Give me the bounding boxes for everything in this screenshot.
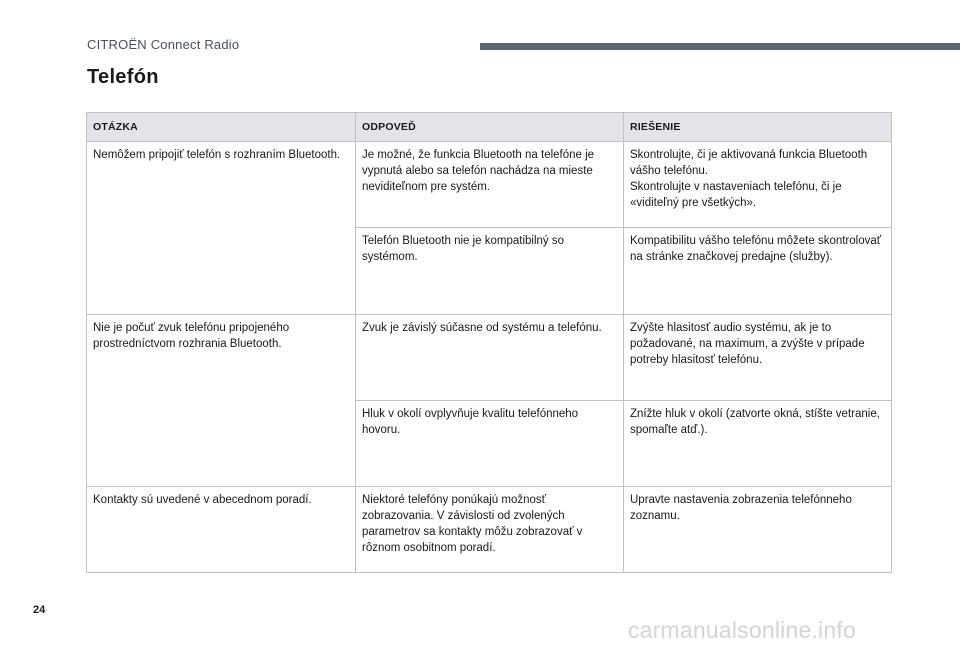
table-row — [87, 487, 892, 573]
column-header-solution: RIEŠENIE — [624, 113, 892, 142]
page-number: 24 — [33, 604, 46, 616]
solution-cell: Znížte hluk v okolí (zatvorte okná, stíšte vetranie, spomaľte atď.). — [624, 401, 892, 487]
answer-cell: Niektoré telefóny ponúkajú možnosť zobrazovania. V závislosti od zvolených parametrov sa kontakty môžu zobrazovať v rôznom osobitnom poradí. — [356, 487, 624, 573]
question-cell: Nemôžem pripojiť telefón s rozhraním Bluetooth. — [87, 142, 356, 228]
column-header-answer: ODPOVEĎ — [356, 113, 624, 142]
column-header-question: OTÁZKA — [87, 113, 356, 142]
watermark: carmanualsonline.info — [628, 617, 856, 643]
solution-cell: Kompatibilitu vášho telefónu môžete skontrolovať na stránke značkovej predajne (služby). — [624, 228, 892, 315]
table-row — [87, 315, 892, 401]
answer-cell: Je možné, že funkcia Bluetooth na telefóne je vypnutá alebo sa telefón nachádza na mieste neviditeľnom pre systém. — [356, 142, 624, 228]
answer-cell: Hluk v okolí ovplyvňuje kvalitu telefónneho hovoru. — [356, 401, 624, 487]
question-cell: Kontakty sú uvedené v abecednom poradí. — [87, 487, 356, 573]
table-row — [87, 142, 892, 228]
page-title: Telefón — [87, 66, 159, 88]
header-brand: CITROËN Connect Radio — [87, 37, 240, 52]
question-cell-continued — [87, 401, 356, 487]
answer-cell: Telefón Bluetooth nie je kompatibilný so systémom. — [356, 228, 624, 315]
header-bar — [480, 43, 960, 50]
table-header-row — [87, 113, 892, 142]
solution-line: Skontrolujte, či je aktivovaná funkcia Bluetooth vášho telefónu. Skontrolujte v nastaveniach telefónu, či je «viditeľný pre všetkých». — [630, 149, 868, 209]
solution-cell: Upravte nastavenia zobrazenia telefónneho zoznamu. — [624, 487, 892, 573]
question-cell-continued — [87, 228, 356, 315]
answer-cell: Zvuk je závislý súčasne od systému a telefónu. — [356, 315, 624, 401]
question-cell: Nie je počuť zvuk telefónu pripojeného prostredníctvom rozhrania Bluetooth. — [87, 315, 356, 401]
faq-table — [86, 112, 892, 573]
table-row — [87, 228, 892, 315]
solution-cell: Zvýšte hlasitosť audio systému, ak je to požadované, na maximum, a zvýšte v prípade potreby hlasitosť telefónu. — [624, 315, 892, 401]
solution-cell — [624, 142, 892, 228]
table-row — [87, 401, 892, 487]
